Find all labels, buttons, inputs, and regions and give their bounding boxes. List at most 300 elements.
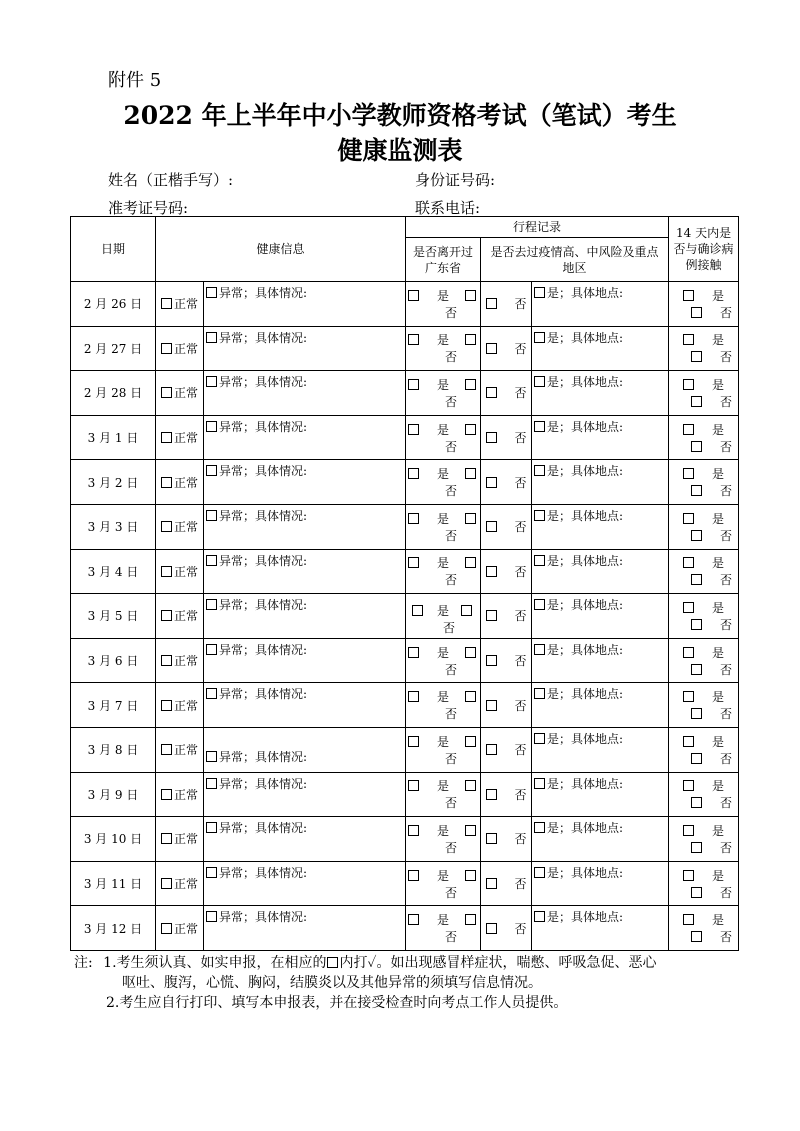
risk-area-yes-option[interactable] [532, 371, 669, 416]
checkbox-icon[interactable] [408, 424, 419, 435]
checkbox-icon[interactable] [486, 343, 497, 354]
contact-options[interactable] [669, 549, 739, 594]
risk-area-yes-option[interactable] [532, 861, 669, 906]
no-label: 否 [514, 877, 527, 892]
checkbox-icon[interactable] [486, 923, 497, 934]
checkbox-icon[interactable] [465, 379, 476, 390]
yes-place-label: 是；具体地点: [547, 865, 624, 880]
risk-area-yes-option[interactable] [532, 504, 669, 549]
checkbox-icon[interactable] [683, 870, 694, 881]
risk-area-yes-option[interactable] [532, 549, 669, 594]
abnormal-label: 异常；具体情况: [219, 286, 308, 300]
yes-label: 是 [712, 333, 725, 348]
checkbox-icon[interactable] [683, 379, 694, 390]
checkbox-icon[interactable] [206, 751, 217, 762]
page-subtitle: 健康监测表 [337, 136, 463, 165]
contact-options[interactable] [669, 906, 739, 951]
checkbox-icon[interactable] [161, 521, 172, 532]
checkbox-icon[interactable] [408, 647, 419, 658]
checkbox-icon[interactable] [161, 610, 172, 621]
table-row [71, 683, 739, 728]
risk-area-no-option[interactable] [481, 371, 532, 416]
date-cell: 3 月 2 日 [71, 460, 156, 505]
abnormal-option[interactable] [204, 504, 406, 549]
checkbox-icon[interactable] [465, 334, 476, 345]
no-label: 否 [720, 751, 733, 766]
checkbox-icon[interactable] [161, 923, 172, 934]
yes-label: 是 [437, 288, 450, 303]
risk-area-no-option[interactable] [481, 326, 532, 371]
yes-label: 是 [712, 600, 725, 615]
checkbox-icon[interactable] [465, 513, 476, 524]
no-label: 否 [445, 439, 458, 454]
id-number-field-label[interactable]: 身份证号码: [415, 171, 496, 189]
checkbox-icon[interactable] [465, 691, 476, 702]
no-label: 否 [720, 573, 733, 588]
checkbox-icon[interactable] [683, 290, 694, 301]
abnormal-option[interactable] [204, 772, 406, 817]
yes-place-label: 是；具体地点: [547, 330, 624, 345]
normal-option[interactable] [156, 549, 204, 594]
checkbox-icon[interactable] [486, 387, 497, 398]
checkbox-icon[interactable] [683, 468, 694, 479]
table-row [71, 817, 739, 862]
checkbox-icon[interactable] [534, 822, 545, 833]
no-label: 否 [445, 707, 458, 722]
no-label: 否 [514, 297, 527, 312]
checkbox-icon[interactable] [465, 290, 476, 301]
no-label: 否 [514, 698, 527, 713]
contact-options[interactable] [669, 638, 739, 683]
left-guangdong-options[interactable] [406, 906, 481, 951]
checkbox-icon[interactable] [691, 708, 702, 719]
yes-place-label: 是；具体地点: [547, 731, 624, 746]
risk-area-yes-option[interactable] [532, 460, 669, 505]
abnormal-option[interactable] [204, 817, 406, 862]
yes-label: 是 [437, 690, 450, 705]
no-label: 否 [514, 431, 527, 446]
abnormal-option[interactable] [204, 727, 406, 772]
no-label: 否 [720, 930, 733, 945]
checkbox-icon[interactable] [161, 833, 172, 844]
checkbox-icon[interactable] [465, 736, 476, 747]
checkbox-icon[interactable] [691, 664, 702, 675]
date-cell: 3 月 5 日 [71, 594, 156, 639]
checkbox-icon[interactable] [465, 914, 476, 925]
normal-option[interactable] [156, 638, 204, 683]
yes-label: 是 [437, 779, 450, 794]
abnormal-label: 异常；具体情况: [219, 553, 308, 568]
checkbox-icon[interactable] [534, 778, 545, 789]
date-cell: 3 月 8 日 [71, 727, 156, 772]
normal-option[interactable] [156, 282, 204, 327]
date-cell: 3 月 3 日 [71, 504, 156, 549]
table-row [71, 282, 739, 327]
risk-area-header: 是否去过疫情高、中风险及重点地区 [481, 238, 669, 282]
abnormal-option[interactable] [204, 282, 406, 327]
checkbox-icon[interactable] [465, 557, 476, 568]
checkbox-icon[interactable] [534, 510, 545, 521]
checkbox-icon[interactable] [691, 441, 702, 452]
risk-area-yes-option[interactable] [532, 772, 669, 817]
normal-option[interactable] [156, 772, 204, 817]
abnormal-label: 异常；具体情况: [219, 330, 308, 345]
normal-label: 正常 [173, 654, 198, 669]
normal-label: 正常 [173, 341, 198, 356]
left-guangdong-options[interactable] [406, 326, 481, 371]
abnormal-label: 异常；具体情况: [219, 375, 308, 390]
yes-label: 是 [712, 645, 725, 660]
checkbox-icon[interactable] [408, 334, 419, 345]
yes-label: 是 [712, 467, 725, 482]
checkbox-icon[interactable] [683, 513, 694, 524]
checkbox-icon[interactable] [683, 557, 694, 568]
checkbox-icon[interactable] [408, 914, 419, 925]
checkbox-icon[interactable] [161, 432, 172, 443]
no-label: 否 [514, 654, 527, 669]
left-guangdong-options[interactable] [406, 504, 481, 549]
normal-option[interactable] [156, 415, 204, 460]
risk-area-yes-option[interactable] [532, 638, 669, 683]
checkbox-icon[interactable] [465, 424, 476, 435]
normal-option[interactable] [156, 594, 204, 639]
checkbox-icon[interactable] [683, 424, 694, 435]
checkbox-icon[interactable] [206, 555, 217, 566]
risk-area-yes-option[interactable] [532, 594, 669, 639]
checkbox-icon[interactable] [486, 566, 497, 577]
contact-options[interactable] [669, 772, 739, 817]
table-row [71, 326, 739, 371]
checkbox-icon[interactable] [534, 688, 545, 699]
no-label: 否 [445, 350, 458, 365]
abnormal-option[interactable] [204, 326, 406, 371]
left-guangdong-options[interactable] [406, 371, 481, 416]
contact-options[interactable] [669, 326, 739, 371]
normal-label: 正常 [173, 743, 198, 758]
no-label: 否 [445, 528, 458, 543]
normal-label: 正常 [173, 787, 198, 802]
abnormal-label: 异常；具体情况: [219, 598, 308, 613]
checkbox-icon [327, 957, 338, 968]
normal-option[interactable] [156, 906, 204, 951]
abnormal-option[interactable] [204, 549, 406, 594]
checkbox-icon[interactable] [534, 421, 545, 432]
yes-place-label: 是；具体地点: [547, 821, 624, 836]
checkbox-icon[interactable] [161, 477, 172, 488]
checkbox-icon[interactable] [206, 376, 217, 387]
checkbox-icon[interactable] [486, 298, 497, 309]
yes-label: 是 [437, 868, 450, 883]
left-guangdong-options[interactable] [406, 549, 481, 594]
checkbox-icon[interactable] [206, 778, 217, 789]
checkbox-icon[interactable] [691, 842, 702, 853]
name-field-label[interactable]: 姓名（正楷手写）: [108, 171, 234, 189]
no-label: 否 [720, 394, 733, 409]
checkbox-icon[interactable] [534, 644, 545, 655]
checkbox-icon[interactable] [161, 298, 172, 309]
normal-label: 正常 [173, 877, 198, 892]
checkbox-icon[interactable] [534, 733, 545, 744]
checkbox-icon[interactable] [161, 700, 172, 711]
checkbox-icon[interactable] [534, 287, 545, 298]
risk-area-yes-option[interactable] [532, 906, 669, 951]
normal-option[interactable] [156, 683, 204, 728]
checkbox-icon[interactable] [534, 911, 545, 922]
checkbox-icon[interactable] [691, 887, 702, 898]
left-guangdong-options[interactable] [406, 772, 481, 817]
contact-options[interactable] [669, 727, 739, 772]
risk-area-no-option[interactable] [481, 638, 532, 683]
contact-options[interactable] [669, 282, 739, 327]
yes-label: 是 [437, 333, 450, 348]
checkbox-icon[interactable] [534, 555, 545, 566]
no-label: 否 [445, 796, 458, 811]
abnormal-option[interactable] [204, 460, 406, 505]
checkbox-icon[interactable] [408, 825, 419, 836]
checkbox-icon[interactable] [683, 602, 694, 613]
checkbox-icon[interactable] [408, 870, 419, 881]
risk-area-no-option[interactable] [481, 460, 532, 505]
normal-option[interactable] [156, 861, 204, 906]
abnormal-option[interactable] [204, 906, 406, 951]
checkbox-icon[interactable] [486, 610, 497, 621]
checkbox-icon[interactable] [408, 379, 419, 390]
yes-place-label: 是；具体地点: [547, 776, 624, 791]
checkbox-icon[interactable] [683, 736, 694, 747]
date-cell: 3 月 7 日 [71, 683, 156, 728]
left-guangdong-options[interactable] [406, 683, 481, 728]
contact-options[interactable] [669, 415, 739, 460]
yes-label: 是 [437, 603, 450, 618]
normal-option[interactable] [156, 371, 204, 416]
checkbox-icon[interactable] [206, 688, 217, 699]
checkbox-icon[interactable] [534, 867, 545, 878]
checkbox-icon[interactable] [206, 822, 217, 833]
risk-area-no-option[interactable] [481, 282, 532, 327]
checkbox-icon[interactable] [161, 387, 172, 398]
checkbox-icon[interactable] [161, 878, 172, 889]
checkbox-icon[interactable] [486, 833, 497, 844]
checkbox-icon[interactable] [412, 605, 423, 616]
contact-options[interactable] [669, 817, 739, 862]
date-cell: 2 月 26 日 [71, 282, 156, 327]
checkbox-icon[interactable] [465, 870, 476, 881]
checkbox-icon[interactable] [206, 465, 217, 476]
risk-area-yes-option[interactable] [532, 817, 669, 862]
yes-label: 是 [437, 734, 450, 749]
notes-section [74, 953, 657, 1013]
left-guangdong-options[interactable] [406, 282, 481, 327]
table-row [71, 727, 739, 772]
checkbox-icon[interactable] [534, 465, 545, 476]
contact-options[interactable] [669, 460, 739, 505]
no-label: 否 [445, 305, 458, 320]
risk-area-yes-option[interactable] [532, 326, 669, 371]
checkbox-icon[interactable] [683, 334, 694, 345]
risk-area-no-option[interactable] [481, 594, 532, 639]
no-label: 否 [514, 341, 527, 356]
checkbox-icon[interactable] [683, 691, 694, 702]
checkbox-icon[interactable] [161, 566, 172, 577]
contact-options[interactable] [669, 504, 739, 549]
checkbox-icon[interactable] [486, 655, 497, 666]
exam-number-field-label[interactable]: 准考证号码: [108, 199, 189, 217]
checkbox-icon[interactable] [683, 914, 694, 925]
yes-place-label: 是；具体地点: [547, 464, 624, 479]
no-label: 否 [514, 921, 527, 936]
date-cell: 3 月 11 日 [71, 861, 156, 906]
no-label: 否 [514, 832, 527, 847]
checkbox-icon[interactable] [691, 619, 702, 630]
checkbox-icon[interactable] [465, 468, 476, 479]
checkbox-icon[interactable] [161, 789, 172, 800]
checkbox-icon[interactable] [691, 396, 702, 407]
abnormal-option[interactable] [204, 683, 406, 728]
yes-label: 是 [437, 645, 450, 660]
checkbox-icon[interactable] [206, 911, 217, 922]
checkbox-icon[interactable] [683, 780, 694, 791]
date-header: 日期 [71, 217, 156, 282]
checkbox-icon[interactable] [691, 307, 702, 318]
left-guangdong-options[interactable] [406, 460, 481, 505]
checkbox-icon[interactable] [691, 753, 702, 764]
left-guangdong-options[interactable] [406, 638, 481, 683]
risk-area-no-option[interactable] [481, 817, 532, 862]
yes-label: 是 [712, 422, 725, 437]
checkbox-icon[interactable] [683, 825, 694, 836]
risk-area-no-option[interactable] [481, 906, 532, 951]
checkbox-icon[interactable] [161, 343, 172, 354]
abnormal-option[interactable] [204, 594, 406, 639]
contact-header: 14 天内是否与确诊病例接触 [669, 217, 739, 282]
abnormal-option[interactable] [204, 415, 406, 460]
checkbox-icon[interactable] [691, 351, 702, 362]
checkbox-icon[interactable] [161, 744, 172, 755]
checkbox-icon[interactable] [408, 736, 419, 747]
checkbox-icon[interactable] [465, 647, 476, 658]
checkbox-icon[interactable] [534, 599, 545, 610]
checkbox-icon[interactable] [683, 647, 694, 658]
checkbox-icon[interactable] [486, 432, 497, 443]
checkbox-icon[interactable] [486, 700, 497, 711]
checkbox-icon[interactable] [465, 780, 476, 791]
left-guangdong-options[interactable] [406, 817, 481, 862]
left-guangdong-options[interactable] [406, 415, 481, 460]
contact-options[interactable] [669, 861, 739, 906]
normal-label: 正常 [173, 431, 198, 446]
checkbox-icon[interactable] [691, 485, 702, 496]
risk-area-no-option[interactable] [481, 683, 532, 728]
risk-area-yes-option[interactable] [532, 282, 669, 327]
checkbox-icon[interactable] [486, 744, 497, 755]
normal-option[interactable] [156, 326, 204, 371]
checkbox-icon[interactable] [206, 644, 217, 655]
normal-label: 正常 [173, 520, 198, 535]
phone-field-label[interactable]: 联系电话: [415, 199, 481, 217]
normal-option[interactable] [156, 727, 204, 772]
risk-area-no-option[interactable] [481, 415, 532, 460]
abnormal-label: 异常；具体情况: [219, 776, 308, 791]
yes-label: 是 [712, 556, 725, 571]
checkbox-icon[interactable] [486, 477, 497, 488]
left-guangdong-options[interactable] [406, 594, 481, 639]
risk-area-no-option[interactable] [481, 504, 532, 549]
notes-prefix: 注: [74, 955, 93, 971]
normal-option[interactable] [156, 817, 204, 862]
contact-options[interactable] [669, 371, 739, 416]
abnormal-label: 异常；具体情况: [219, 749, 308, 764]
risk-area-yes-option[interactable] [532, 683, 669, 728]
checkbox-icon[interactable] [206, 510, 217, 521]
checkbox-icon[interactable] [691, 574, 702, 585]
risk-area-no-option[interactable] [481, 861, 532, 906]
checkbox-icon[interactable] [206, 867, 217, 878]
normal-label: 正常 [173, 698, 198, 713]
table-row [71, 772, 739, 817]
yes-place-label: 是；具体地点: [547, 910, 624, 925]
checkbox-icon[interactable] [408, 290, 419, 301]
risk-area-no-option[interactable] [481, 727, 532, 772]
checkbox-icon[interactable] [206, 287, 217, 298]
checkbox-icon[interactable] [486, 521, 497, 532]
checkbox-icon[interactable] [486, 789, 497, 800]
checkbox-icon[interactable] [461, 605, 472, 616]
contact-options[interactable] [669, 683, 739, 728]
abnormal-option[interactable] [204, 861, 406, 906]
yes-label: 是 [437, 913, 450, 928]
abnormal-label: 异常；具体情况: [219, 865, 308, 880]
checkbox-icon[interactable] [408, 780, 419, 791]
yes-place-label: 是；具体地点: [547, 553, 624, 568]
normal-option[interactable] [156, 460, 204, 505]
no-label: 否 [445, 885, 458, 900]
left-guangdong-options[interactable] [406, 727, 481, 772]
risk-area-yes-option[interactable] [532, 415, 669, 460]
checkbox-icon[interactable] [691, 931, 702, 942]
checkbox-icon[interactable] [161, 655, 172, 666]
no-label: 否 [445, 751, 458, 766]
checkbox-icon[interactable] [465, 825, 476, 836]
checkbox-icon[interactable] [486, 878, 497, 889]
checkbox-icon[interactable] [691, 530, 702, 541]
risk-area-no-option[interactable] [481, 772, 532, 817]
checkbox-icon[interactable] [408, 468, 419, 479]
checkbox-icon[interactable] [534, 332, 545, 343]
contact-options[interactable] [669, 594, 739, 639]
abnormal-label: 异常；具体情况: [219, 910, 308, 925]
checkbox-icon[interactable] [534, 376, 545, 387]
normal-option[interactable] [156, 504, 204, 549]
checkbox-icon[interactable] [408, 691, 419, 702]
no-label: 否 [514, 520, 527, 535]
checkbox-icon[interactable] [408, 557, 419, 568]
no-label: 否 [514, 609, 527, 624]
checkbox-icon[interactable] [206, 599, 217, 610]
table-row [71, 504, 739, 549]
checkbox-icon[interactable] [206, 332, 217, 343]
abnormal-option[interactable] [204, 371, 406, 416]
abnormal-label: 异常；具体情况: [219, 642, 308, 657]
checkbox-icon[interactable] [206, 421, 217, 432]
abnormal-option[interactable] [204, 638, 406, 683]
left-guangdong-options[interactable] [406, 861, 481, 906]
risk-area-no-option[interactable] [481, 549, 532, 594]
no-label: 否 [514, 564, 527, 579]
yes-label: 是 [712, 779, 725, 794]
risk-area-yes-option[interactable] [532, 727, 669, 772]
checkbox-icon[interactable] [691, 797, 702, 808]
checkbox-icon[interactable] [408, 513, 419, 524]
